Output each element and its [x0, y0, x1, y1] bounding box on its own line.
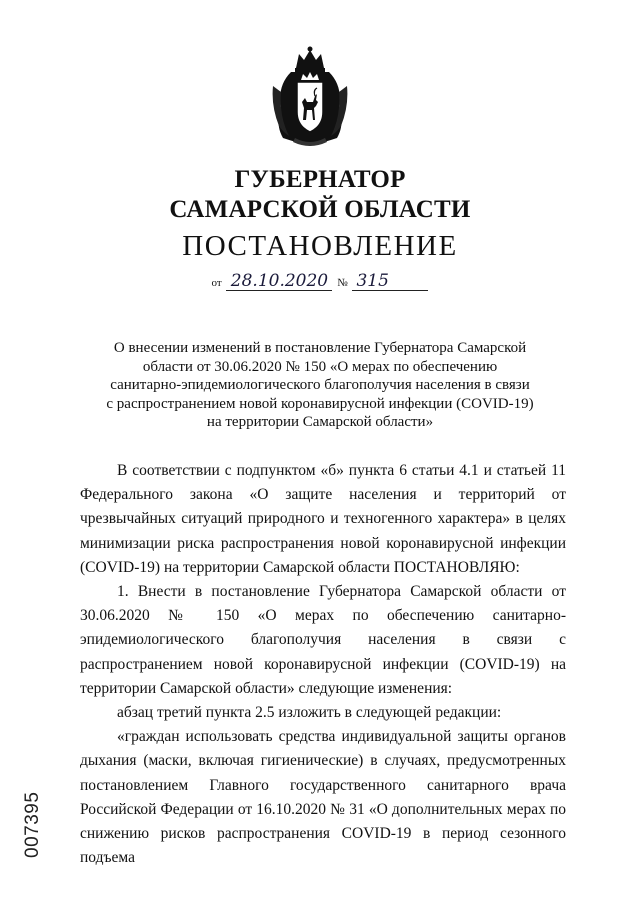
subject-line: области от 30.06.2020 № 150 «О мерах по обеспечению — [142, 358, 498, 375]
body-paragraph: 1. Внести в постановление Губернатора Самарской области от 30.06.2020 № 150 «О мерах по обеспечению санитарно-эпидемиологического благополучия населения в связи с распространением новой коронавирусной инфекции (COVID-19) на территории Самарской области» следующие изменения: — [80, 583, 566, 697]
subject-line: на территории Самарской области» — [206, 414, 434, 430]
body-paragraph: «граждан использовать средства индивидуальной защиты органов дыхания (маски, включая гигиенические) в случаях, предусмотренных постановлением Главного государственного санитарного врача Российской Федерации от 16.10.2020 № 31 «О дополнительных мерах по снижению рисков распространения COVID-19 в период сезонного подъема — [80, 728, 566, 867]
side-serial-number: 007395 — [22, 791, 43, 858]
subject-line: санитарно-эпидемиологического благополучия населения в связи — [110, 377, 530, 393]
document-body — [80, 459, 566, 870]
subject-line: с распространением новой коронавирусной инфекции (COVID-19) — [106, 395, 534, 412]
samara-coat-of-arms-icon — [269, 46, 351, 150]
document-type-title: ПОСТАНОВЛЕНИЕ — [182, 230, 458, 262]
body-paragraph: абзац третий пункта 2.5 изложить в следующей редакции: — [117, 704, 502, 722]
number-field: 315 — [352, 272, 428, 291]
date-field: 28.10.2020 — [226, 272, 332, 291]
date-number-line — [0, 272, 640, 291]
subject-line: О внесении изменений в постановление Губернатора Самарской — [113, 340, 527, 356]
authority-line-2: САМАРСКОЙ ОБЛАСТИ — [169, 196, 471, 223]
authority-line-1: ГУБЕРНАТОР — [234, 166, 406, 193]
issuing-authority — [0, 165, 640, 225]
date-prefix: от — [211, 277, 222, 289]
body-paragraph: В соответствии с подпунктом «б» пункта 6 статьи 4.1 и статьей 11 Федерального закона «О защите населения и территорий от чрезвычайных ситуаций природного и техногенного характера» в целях минимизации риска распространения новой коронавирусной инфекции (COVID-19) на территории Самарской области ПОСТАНОВЛЯЮ: — [80, 462, 566, 576]
document-subject — [100, 339, 540, 432]
number-prefix: № — [337, 277, 348, 289]
